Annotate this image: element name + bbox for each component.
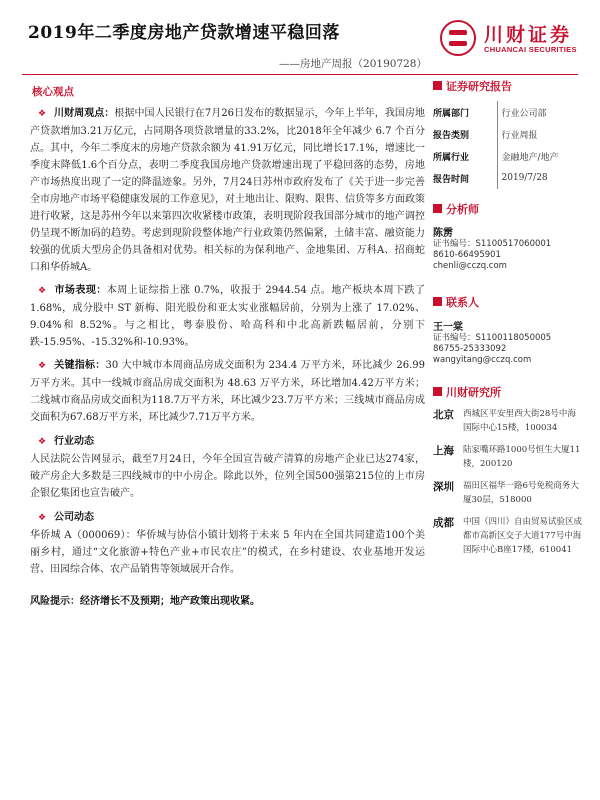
analyst-cert: 证书编号：S1100517060001 xyxy=(433,239,552,249)
sidebar xyxy=(433,78,583,565)
weekly-view-paragraph xyxy=(30,105,425,276)
indicators-paragraph xyxy=(30,357,425,426)
analyst-email[interactable]: chenli@cczq.com xyxy=(433,261,507,271)
logo-text-cn: 川财证券 xyxy=(484,24,573,46)
report-info-table xyxy=(433,101,583,189)
office-city: 深圳 xyxy=(433,481,454,493)
square-bullet-icon xyxy=(433,387,442,396)
office-city: 北京 xyxy=(433,409,454,421)
office-chengdu xyxy=(433,515,583,557)
header-divider xyxy=(22,74,578,75)
info-row: 所属行业 金融地产/地产 xyxy=(433,145,583,167)
square-bullet-icon xyxy=(433,297,442,306)
contact-cert: 证书编号：S1100118050005 xyxy=(433,333,552,343)
report-info-heading: 证券研究报告 xyxy=(433,78,583,94)
logo-text-en: CHUANCAI SECURITIES xyxy=(484,45,577,54)
report-header xyxy=(22,14,582,74)
market-paragraph xyxy=(30,282,425,351)
office-address: 陆家嘴环路1000号恒生大厦11楼，200120 xyxy=(463,445,581,469)
diamond-bullet-icon: ❖ xyxy=(38,437,47,447)
office-address: 福田区福华一路6号免税商务大厦30层，518000 xyxy=(463,481,579,505)
contact-name: 王一棠 xyxy=(433,322,463,333)
contact-email[interactable]: wangyitang@cczq.com xyxy=(433,355,532,365)
square-bullet-icon xyxy=(433,81,442,90)
company-news-heading: ❖ 公司动态 xyxy=(38,512,94,523)
office-address: 西城区平安里西大街28号中海国际中心15楼，100034 xyxy=(463,409,576,433)
office-shenzhen xyxy=(433,479,583,507)
company-news-text: 华侨城 A（000069）：华侨城与协信小镇计划将于未来 5 年内在全国共同建造100个美丽乡村，通过“文化旅游+特色产业+市民农庄”的模式，在乡村建设、农业基地开发运营、田园综合体、农产品销售等领域展开合作。 xyxy=(30,530,425,575)
diamond-bullet-icon: ❖ xyxy=(38,286,47,296)
info-row: 报告类别 行业周报 xyxy=(433,123,583,145)
section-label-core: 核心观点 xyxy=(32,86,74,98)
page-title: 2019年二季度房地产贷款增速平稳回落 xyxy=(28,23,340,43)
office-address: 中国（四川）自由贸易试验区成都市高新区交子大道177号中海国际中心B座17楼，610041 xyxy=(463,517,583,555)
industry-news-heading: ❖ 行业动态 xyxy=(38,436,94,447)
logo-mark-icon xyxy=(440,20,476,56)
page-subtitle: ——房地产周报（20190728） xyxy=(279,58,427,70)
contact-heading: 联系人 xyxy=(433,294,583,310)
block-text: 本周上证综指上涨 0.7%，收报于 2944.54 点。地产板块本周下跌了 1.68%，成分股中 ST 新梅、阳光股份和亚太实业涨幅居前，分别为上涨了 17.02%、9.04%和 8.52%。与之相比，粤泰股份、哈高科和中北高新跌幅居前，分别下跌-15.95%、-15.32%和-10.93%。 xyxy=(30,285,426,348)
main-content xyxy=(30,78,425,607)
company-logo xyxy=(440,20,600,60)
industry-news-text: 人民法院公告网显示，截至7月24日，今年全国宣告破产清算的房地产企业已达274家，破产房企大多数是三四线城市的中小房企。除此以外，位列全国500强第215位的上市房企银亿集团也宣告破产。 xyxy=(30,454,425,499)
office-city: 成都 xyxy=(433,517,454,529)
analyst-name: 陈雳 xyxy=(433,228,453,239)
diamond-bullet-icon: ❖ xyxy=(38,109,47,119)
risk-warning: 风险提示：经济增长不及预期；地产政策出现收紧。 xyxy=(30,596,260,607)
diamond-bullet-icon: ❖ xyxy=(38,361,47,371)
office-city: 上海 xyxy=(433,445,454,457)
contact-phone: 86755-25333092 xyxy=(433,344,507,354)
analyst-phone: 8610-66495901 xyxy=(433,250,501,260)
diamond-bullet-icon: ❖ xyxy=(38,513,47,523)
info-row: 所属部门 行业公司部 xyxy=(433,101,583,123)
block-text: 30 大中城市本周商品房成交面积为 234.4 万平方米，环比减少 26.99 万平方米。其中一线城市商品房成交面积为 48.63 万平方米，环比增加4.42万平方米；二线城市商品房成交面积为118.7万平方米，环比减少23.7万平方米；三线城市商品房成交面积为67.68万平方米，环比减少7.71万平方米。 xyxy=(30,360,425,423)
block-text: 根据中国人民银行在7月26日发布的数据显示，今年上半年，我国房地产贷款增加3.21万亿元，占同期各项贷款增量的33.2%，比2018年全年减少 6.7 个百分点。其中，今年二季度末的房地产贷款余额为 41.91万亿元，同比增长17.1%，增速比一季度末降低1.6个百分点，表明二季度我国房地产贷款增速出现了平稳回落的态势，房地产市场热度出现了一定的降温迹象。另外，7月24日苏州市政府发布了《关于进一步完善全市房地产市场平稳健康发展的工作意见》，对土地出让、限购、限售、信贷等多方面政策进行收紧，这是苏州今年以来第四次收紧楼市政策，表明现阶段我国部分城市的地产调控仍呈现不断加码的趋势。考虑到现阶段整体地产行业政策仍然偏紧，土储丰富、融资能力较强的优质大型房企仍具备相对优势。相关标的为保利地产、金地集团、万科A、招商蛇口和华侨城A。 xyxy=(30,108,426,273)
office-beijing xyxy=(433,407,583,435)
block-lead: 市场表现： xyxy=(54,285,107,296)
info-row: 报告时间 2019/7/28 xyxy=(433,167,583,189)
block-lead: 关键指标： xyxy=(54,360,106,371)
institute-heading: 川财研究所 xyxy=(433,384,583,400)
block-lead: 川财周观点： xyxy=(54,108,115,119)
square-bullet-icon xyxy=(433,204,442,213)
office-shanghai xyxy=(433,443,583,471)
analyst-heading: 分析师 xyxy=(433,201,583,217)
